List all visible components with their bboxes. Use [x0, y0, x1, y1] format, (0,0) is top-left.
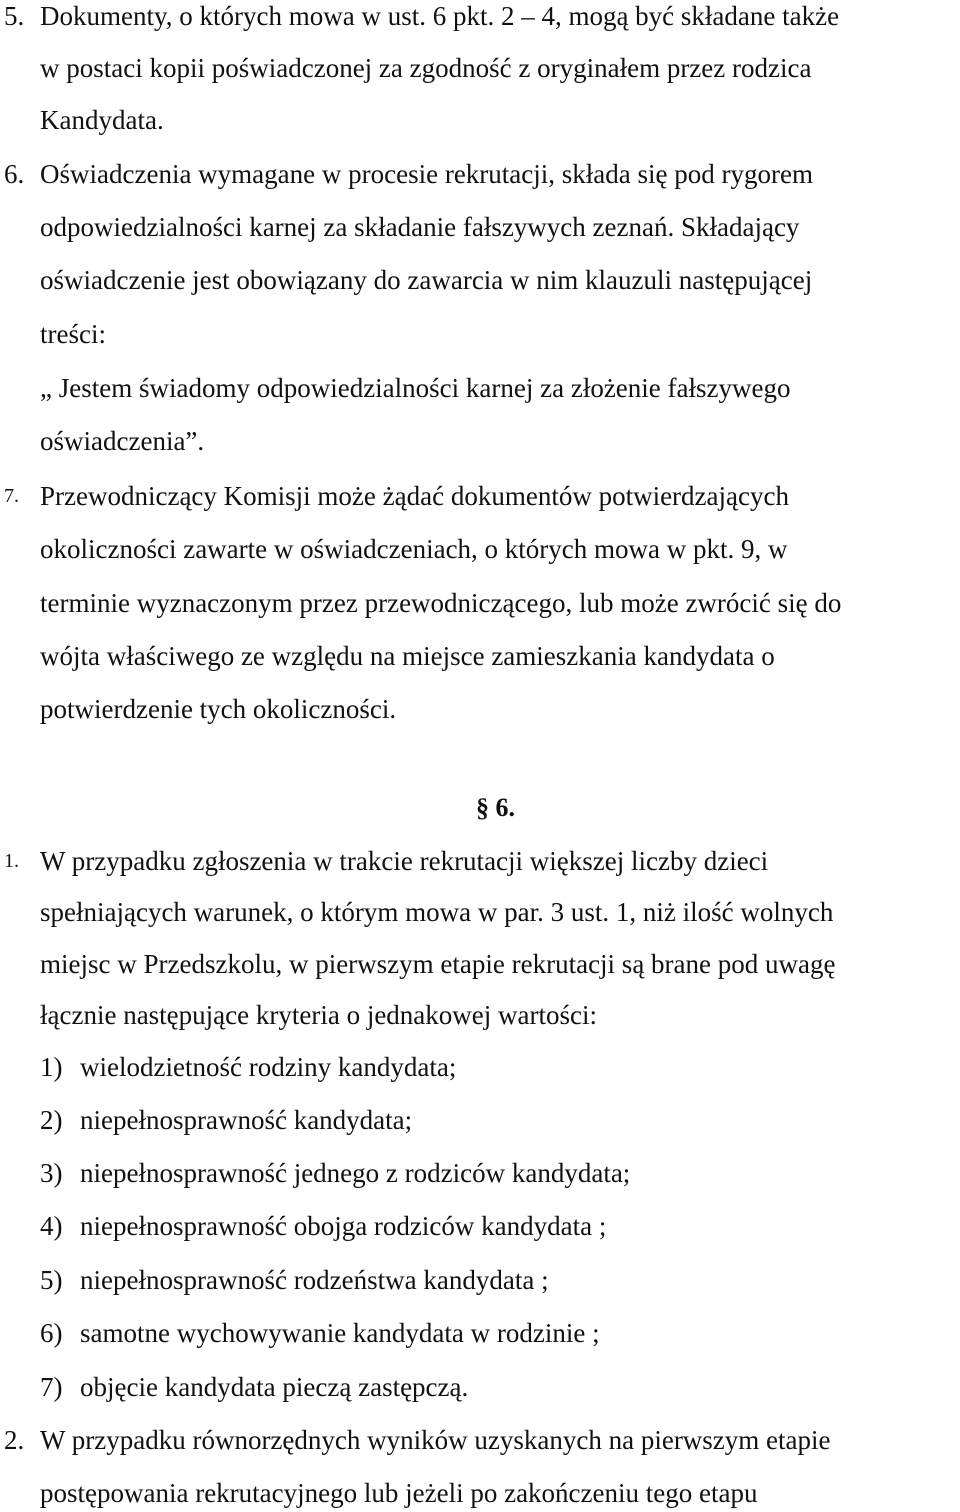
list-item-number: 1) — [40, 1052, 63, 1082]
paragraph-line: treści: — [40, 319, 106, 349]
paragraph-number: 1. — [4, 850, 19, 872]
list-item-text: niepełnosprawność kandydata; — [80, 1105, 413, 1135]
list-item-number: 3) — [40, 1158, 63, 1188]
list-item-text: objęcie kandydata pieczą zastępczą. — [80, 1372, 469, 1402]
paragraph-number: 7. — [4, 485, 19, 507]
paragraph-line: terminie wyznaczonym przez przewodniczącego, lub może zwrócić się do — [40, 588, 842, 618]
paragraph-line: W przypadku zgłoszenia w trakcie rekrutacji większej liczby dzieci — [40, 846, 769, 876]
list-item-number: 4) — [40, 1211, 63, 1241]
list-item-number: 2) — [40, 1105, 63, 1135]
paragraph-line: postępowania rekrutacyjnego lub jeżeli po zakończeniu tego etapu — [40, 1478, 758, 1508]
paragraph-number: 2. — [4, 1425, 25, 1455]
paragraph-line: oświadczenie jest obowiązany do zawarcia w nim klauzuli następującej — [40, 265, 813, 295]
paragraph-line: wójta właściwego ze względu na miejsce zamieszkania kandydata o — [40, 641, 775, 671]
paragraph-number: 5. — [4, 1, 25, 31]
paragraph-line: Oświadczenia wymagane w procesie rekrutacji, składa się pod rygorem — [40, 159, 813, 189]
list-item-text: niepełnosprawność rodzeństwa kandydata ; — [80, 1265, 549, 1295]
paragraph-line: Przewodniczący Komisji może żądać dokumentów potwierdzających — [40, 481, 789, 511]
paragraph-line: okoliczności zawarte w oświadczeniach, o których mowa w pkt. 9, w — [40, 534, 788, 564]
paragraph-number: 6. — [4, 159, 25, 189]
quoted-clause: oświadczenia”. — [40, 426, 205, 456]
section-number: 6. — [495, 793, 515, 822]
paragraph-line: W przypadku równorzędnych wyników uzyskanych na pierwszym etapie — [40, 1425, 831, 1455]
paragraph-line: w postaci kopii poświadczonej za zgodność z oryginałem przez rodzica — [40, 53, 812, 83]
list-item-text: wielodzietność rodziny kandydata; — [80, 1052, 457, 1082]
list-item-text: samotne wychowywanie kandydata w rodzinie ; — [80, 1318, 600, 1348]
section-sign-icon: § — [476, 793, 489, 822]
paragraph-line: odpowiedzialności karnej za składanie fałszywych zeznań. Składający — [40, 212, 800, 242]
paragraph-line: potwierdzenie tych okoliczności. — [40, 694, 397, 724]
list-item-text: niepełnosprawność obojga rodziców kandydata ; — [80, 1211, 607, 1241]
section-heading — [476, 792, 515, 824]
quoted-clause: „ Jestem świadomy odpowiedzialności karnej za złożenie fałszywego — [40, 373, 791, 403]
list-item-number: 5) — [40, 1265, 63, 1295]
paragraph-line: spełniających warunek, o którym mowa w par. 3 ust. 1, niż ilość wolnych — [40, 897, 834, 927]
paragraph-line: Dokumenty, o których mowa w ust. 6 pkt. 2 – 4, mogą być składane także — [40, 1, 840, 31]
paragraph-line: miejsc w Przedszkolu, w pierwszym etapie rekrutacji są brane pod uwagę — [40, 949, 836, 979]
list-item-number: 7) — [40, 1372, 63, 1402]
paragraph-line: Kandydata. — [40, 105, 164, 135]
list-item-number: 6) — [40, 1318, 63, 1348]
paragraph-line: łącznie następujące kryteria o jednakowej wartości: — [40, 1000, 597, 1030]
list-item-text: niepełnosprawność jednego z rodziców kandydata; — [80, 1158, 631, 1188]
